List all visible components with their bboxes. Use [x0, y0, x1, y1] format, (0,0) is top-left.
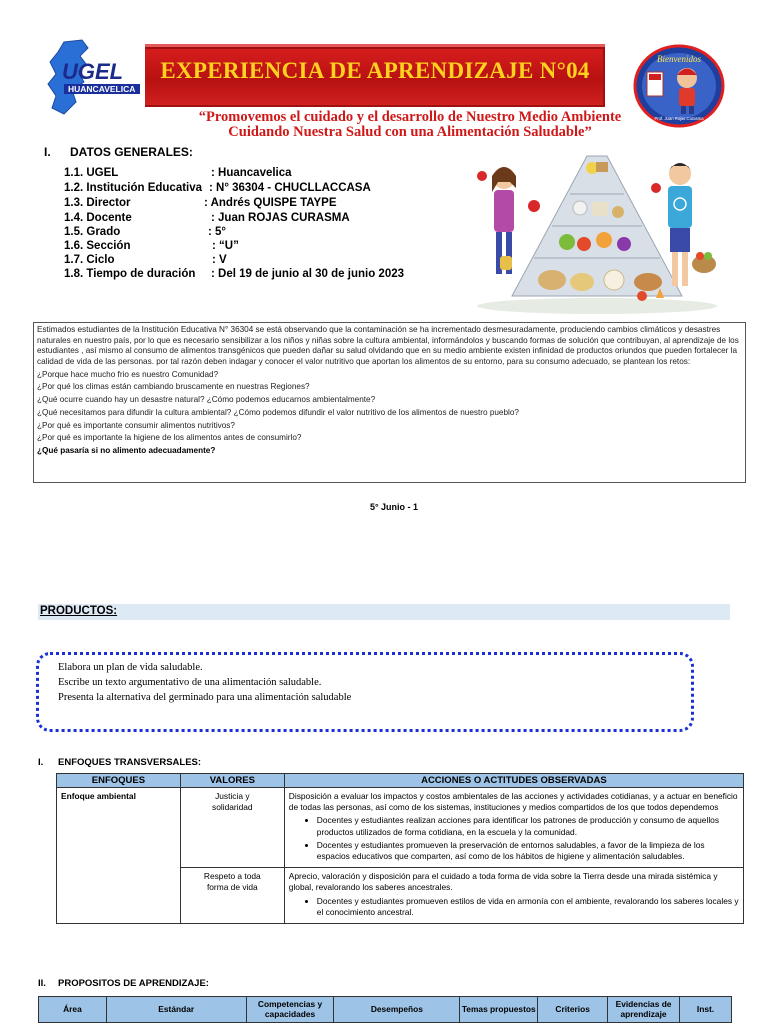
column-header-evidencias: Evidencias de aprendizaje	[608, 997, 680, 1023]
table-header-row	[39, 997, 732, 1023]
column-header-enfoques: ENFOQUES	[57, 774, 181, 788]
logo-text: UGEL	[62, 59, 124, 84]
challenge-question-final: ¿Qué pasaría si no alimento adecuadamente?	[37, 446, 216, 456]
valor-text: Justicia y solidaridad	[212, 791, 253, 813]
column-header-area: Área	[39, 997, 107, 1023]
challenge-question: ¿Porque hace mucho frio es nuestro Comunidad?	[37, 369, 219, 379]
accion-text: Disposición a evaluar los impactos y costos ambientales de las acciones y actividades cotidianas, y a actuar en beneficio de todas las personas, así como de los sistemas, instituciones y medios compartidos de los que todos dependemos	[288, 791, 738, 813]
column-header-inst: Inst.	[680, 997, 732, 1023]
column-header-valores: VALORES	[180, 774, 284, 788]
column-header-competencias: Competencias y capacidades	[246, 997, 334, 1023]
row-value: : Andrés QUISPE TAYPE	[204, 197, 337, 209]
row-label: 1.7. Ciclo	[64, 254, 115, 266]
row-label: 1.5. Grado	[64, 226, 121, 238]
section-number: II.	[38, 978, 46, 989]
row-value: : “U”	[212, 240, 239, 252]
accion-cell	[284, 788, 743, 868]
accion-bullets	[317, 815, 739, 862]
section-title: DATOS GENERALES:	[70, 145, 193, 159]
row-label: 1.8. Tiempo de duración	[64, 268, 196, 280]
challenge-question: ¿Por qué es importante la higiene de los alimentos antes de consumirlo?	[37, 433, 302, 443]
propositos-heading	[38, 978, 209, 989]
challenge-question: ¿Qué necesitamos para difundir la cultura ambiental? ¿Cómo podemos difundir el valor nutritivo de los alimentos de nuestro pueblo?	[37, 407, 519, 417]
row-value: : N° 36304 - CHUCLLACCASA	[209, 182, 371, 194]
accion-cell	[284, 868, 743, 924]
experience-subtitle	[150, 110, 670, 140]
products-header-bar	[38, 604, 730, 620]
row-label: 1.1. UGEL	[64, 167, 119, 179]
section-number: I.	[38, 757, 44, 768]
column-header-criterios: Criterios	[538, 997, 608, 1023]
product-item: Presenta la alternativa del germinado para una alimentación saludable	[58, 692, 352, 703]
challenge-question: ¿Por qué es importante consumir alimentos nutritivos?	[37, 420, 235, 430]
products-title: PRODUCTOS:	[40, 605, 118, 617]
row-label: 1.6. Sección	[64, 240, 131, 252]
subtitle-line-1: “Promovemos el cuidado y el desarrollo de Nuestro Medio Ambiente	[198, 109, 622, 125]
table-header-row	[57, 774, 744, 788]
row-value: : Del 19 de junio al 30 de junio 2023	[211, 268, 405, 280]
product-item: Escribe un texto argumentativo de una alimentación saludable.	[58, 677, 322, 688]
column-header-estandar: Estándar	[106, 997, 246, 1023]
row-value: : 5°	[208, 226, 227, 238]
table-row	[57, 788, 744, 868]
situation-paragraph: Estimados estudiantes de la Institución Educativa N° 36304 se está observando que la contaminación se ha incrementado desmesuradamente, produciendo cambios climáticos y desastres naturales en nuestro país, por lo que es necesario sensibilizar a los niños y niñas sobre la cultura ambiental, informándolos y buscando formas de solución que contribuyan, al aprendizaje de los estudiantes , así mismo al consumo de alimentos transgénicos que pueden dañar su salud olvidando que en su medio ambiente existen infinidad de productos oriundos que pueden fortalecer la calidad de vida de las personas. por tal razón deben indagar y conocer el valor nutritivo que aportan los alimentos de su entorno, para su consumo adecuado, se plantean los retos:	[37, 325, 739, 366]
ugel-logo	[42, 38, 142, 128]
list-item: • Docentes y estudiantes realizan acciones para identificar los patrones de producción y consumo de aquellos productos utilizados de forma cotidiana, en la escuela y la comunidad.	[317, 815, 739, 837]
challenge-question: ¿Por qué los climas están cambiando bruscamente en nuestras Regiones?	[37, 382, 310, 392]
section-title: PROPOSITOS DE APRENDIZAJE:	[58, 978, 209, 989]
food-pyramid-illustration	[472, 148, 722, 316]
row-label: 1.2. Institución Educativa	[64, 182, 203, 194]
subtitle-line-2: Cuidando Nuestra Salud con una Alimentación Saludable”	[228, 124, 592, 140]
section-title: ENFOQUES TRANSVERSALES:	[58, 757, 202, 768]
row-value: : V	[212, 254, 227, 266]
row-value: : Juan ROJAS CURASMA	[211, 212, 350, 224]
column-header-desempenos: Desempeños	[334, 997, 460, 1023]
page-reference: 5° Junio - 1	[369, 502, 419, 512]
row-value: : Huancavelica	[211, 167, 292, 179]
accion-text: Aprecio, valoración y disposición para el cuidado a toda forma de vida sobre la Tierra desde una mirada sistémica y global, revalorando los saberes ancestrales.	[288, 871, 718, 893]
logo-subtext: HUANCAVELICA	[68, 84, 136, 94]
row-label: 1.3. Director	[64, 197, 131, 209]
enfoques-table	[56, 773, 744, 924]
learning-situation-box	[33, 322, 746, 483]
challenge-question: ¿Qué ocurre cuando hay un desastre natural? ¿Cómo podemos educarnos ambientalmente?	[37, 395, 376, 405]
experience-title: EXPERIENCIA DE APRENDIZAJE N°04	[160, 58, 590, 83]
list-item: • Docentes y estudiantes promueven la preservación de entornos saludables, a favor de la limpieza de los espacios educativos que comparten, así como de los hábitos de higiene y alimentación saludables.	[317, 840, 739, 862]
row-label: 1.4. Docente	[64, 212, 132, 224]
section-number: I.	[44, 145, 51, 159]
valor-text: Respeto a toda forma de vida	[203, 871, 261, 893]
accion-bullets	[317, 896, 739, 918]
badge-text: Bienvenidos	[657, 54, 701, 64]
list-item: • Docentes y estudiantes promueven estilos de vida en armonía con el ambiente, revalorando los saberes locales y el conocimiento ancestral.	[317, 896, 739, 918]
valor-cell	[180, 868, 284, 924]
valor-cell	[180, 788, 284, 868]
enfoque-cell: Enfoque ambiental	[57, 788, 181, 924]
propositos-table	[38, 996, 732, 1023]
enfoques-heading	[38, 757, 201, 768]
badge-caption: Prof. Juan Rojas Curasma	[654, 116, 704, 121]
general-data-heading	[44, 145, 193, 159]
product-item: Elabora un plan de vida saludable.	[58, 662, 203, 673]
column-header-acciones: ACCIONES O ACTITUDES OBSERVADAS	[284, 774, 743, 788]
column-header-temas: Temas propuestos	[460, 997, 538, 1023]
